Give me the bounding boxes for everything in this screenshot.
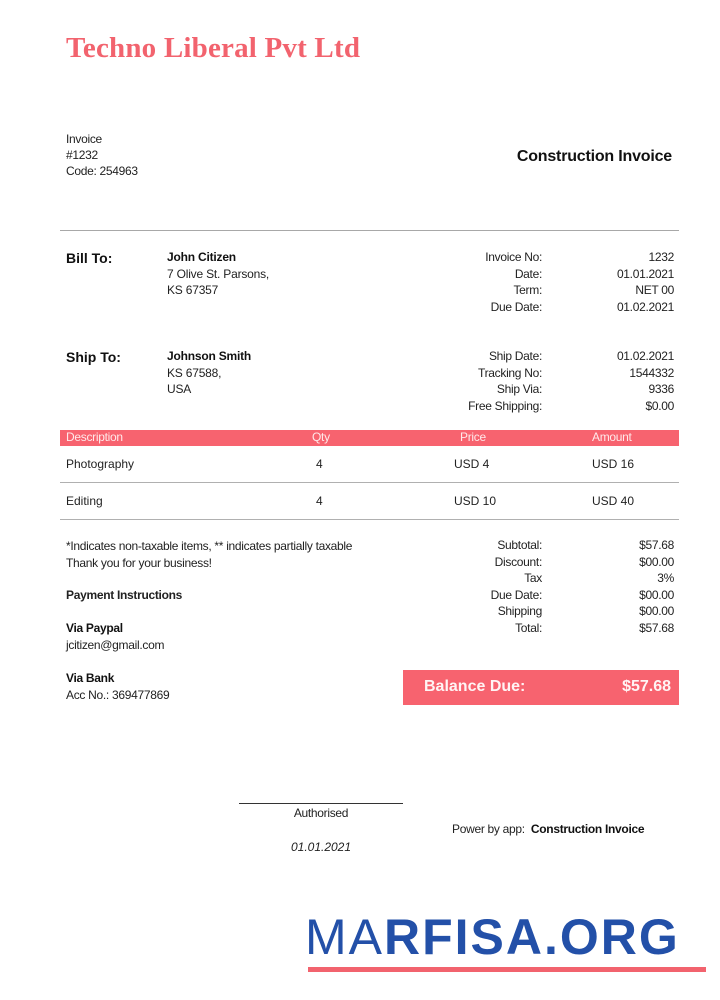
bank-label: Via Bank xyxy=(66,671,115,685)
total-value: $57.68 xyxy=(639,538,674,552)
invoice-label: Invoice xyxy=(66,132,102,146)
detail-value: 01.02.2021 xyxy=(616,299,674,314)
bill-to-label: Bill To: xyxy=(66,250,113,266)
bill-to-address-line2: KS 67357 xyxy=(167,283,219,297)
balance-due-box xyxy=(403,670,679,705)
ship-to-address-line1: KS 67588, xyxy=(167,365,222,380)
detail-value: 01.01.2021 xyxy=(616,266,674,281)
detail-row xyxy=(422,299,674,316)
shipping-value: 01.02.2021 xyxy=(616,349,674,363)
shipping-row xyxy=(422,365,674,382)
ship-to-address xyxy=(167,348,251,398)
paypal-label: Via Paypal xyxy=(66,621,123,635)
divider xyxy=(60,230,679,231)
table-row xyxy=(60,483,679,520)
invoice-number: #1232 xyxy=(66,148,98,162)
item-description: Editing xyxy=(66,494,103,508)
company-name: Techno Liberal Pvt Ltd xyxy=(66,32,361,64)
detail-row xyxy=(422,282,674,299)
totals xyxy=(422,537,674,636)
total-value: 3% xyxy=(657,571,674,585)
detail-key: Date: xyxy=(514,266,542,281)
table-row xyxy=(60,446,679,483)
watermark-part1: MA xyxy=(305,909,384,965)
bill-to-address-line1: 7 Olive St. Parsons, xyxy=(167,266,270,281)
total-key: Shipping xyxy=(497,604,542,618)
shipping-row xyxy=(422,348,674,365)
bank-block xyxy=(66,670,169,703)
invoice-meta xyxy=(66,131,138,179)
header-amount: Amount xyxy=(592,430,632,444)
total-row xyxy=(422,620,674,637)
document-title: Construction Invoice xyxy=(516,148,672,165)
shipping-row xyxy=(422,381,674,398)
header-qty: Qty xyxy=(312,430,330,444)
item-amount: USD 16 xyxy=(592,457,635,471)
signature-line xyxy=(239,803,403,804)
shipping-value: 1544332 xyxy=(629,365,674,380)
balance-due-label: Balance Due: xyxy=(424,678,526,695)
total-key: Due Date: xyxy=(490,587,542,602)
watermark-logo xyxy=(305,909,680,965)
ship-to-name: Johnson Smith xyxy=(167,349,252,363)
item-description: Photography xyxy=(66,457,135,471)
total-row xyxy=(422,554,674,571)
powered-by-app: Construction Invoice xyxy=(530,822,645,836)
total-key: Subtotal: xyxy=(497,538,542,552)
detail-key: Term: xyxy=(513,283,542,297)
item-price: USD 4 xyxy=(454,457,490,471)
signature-date: 01.01.2021 xyxy=(290,840,352,854)
watermark-underline xyxy=(308,967,706,972)
balance-due-value: $57.68 xyxy=(622,678,671,695)
items-table-header xyxy=(60,430,679,446)
detail-key: Invoice No: xyxy=(485,250,542,264)
paypal-email: jcitizen@gmail.com xyxy=(66,637,165,652)
total-value: $00.00 xyxy=(639,604,674,618)
thanks-note: Thank you for your business! xyxy=(66,555,212,570)
watermark-part2: RFISA.ORG xyxy=(384,909,680,965)
shipping-key: Ship Date: xyxy=(488,349,542,363)
ship-to-label: Ship To: xyxy=(66,349,121,365)
powered-by xyxy=(452,822,644,836)
signature-label: Authorised xyxy=(293,806,349,820)
detail-row xyxy=(422,249,674,266)
item-qty: 4 xyxy=(316,457,323,471)
bill-to-name: John Citizen xyxy=(167,250,236,264)
tax-note: *Indicates non-taxable items, ** indicates partially taxable xyxy=(66,539,353,553)
invoice-code: Code: 254963 xyxy=(66,164,138,178)
item-price: USD 10 xyxy=(454,494,497,508)
detail-row xyxy=(422,266,674,283)
total-value: $57.68 xyxy=(639,620,674,635)
total-row xyxy=(422,587,674,604)
total-key: Tax xyxy=(524,571,542,585)
detail-value: NET 00 xyxy=(635,283,674,297)
shipping-key: Ship Via: xyxy=(496,382,542,396)
total-value: $00.00 xyxy=(639,554,674,569)
shipping-row xyxy=(422,398,674,415)
total-row xyxy=(422,537,674,554)
shipping-details xyxy=(422,348,674,414)
detail-value: 1232 xyxy=(648,250,674,264)
shipping-key: Free Shipping: xyxy=(468,398,542,413)
notes xyxy=(66,538,352,571)
powered-by-prefix: Power by app: xyxy=(452,822,525,836)
total-row xyxy=(422,603,674,620)
item-qty: 4 xyxy=(316,494,323,508)
paypal-block xyxy=(66,620,164,653)
ship-to-address-line2: USA xyxy=(167,382,192,396)
shipping-value: $0.00 xyxy=(645,398,674,413)
header-description: Description xyxy=(66,430,123,444)
total-key: Total: xyxy=(515,620,542,635)
header-price: Price xyxy=(460,430,486,444)
shipping-key: Tracking No: xyxy=(478,365,542,380)
bill-to-address xyxy=(167,249,269,299)
item-amount: USD 40 xyxy=(592,494,635,508)
payment-instructions-heading: Payment Instructions xyxy=(66,588,183,602)
bank-account: Acc No.: 369477869 xyxy=(66,687,170,702)
invoice-details xyxy=(422,249,674,315)
total-row xyxy=(422,570,674,587)
detail-key: Due Date: xyxy=(490,299,542,314)
total-value: $00.00 xyxy=(639,587,674,602)
total-key: Discount: xyxy=(494,554,542,569)
shipping-value: 9336 xyxy=(648,382,674,396)
